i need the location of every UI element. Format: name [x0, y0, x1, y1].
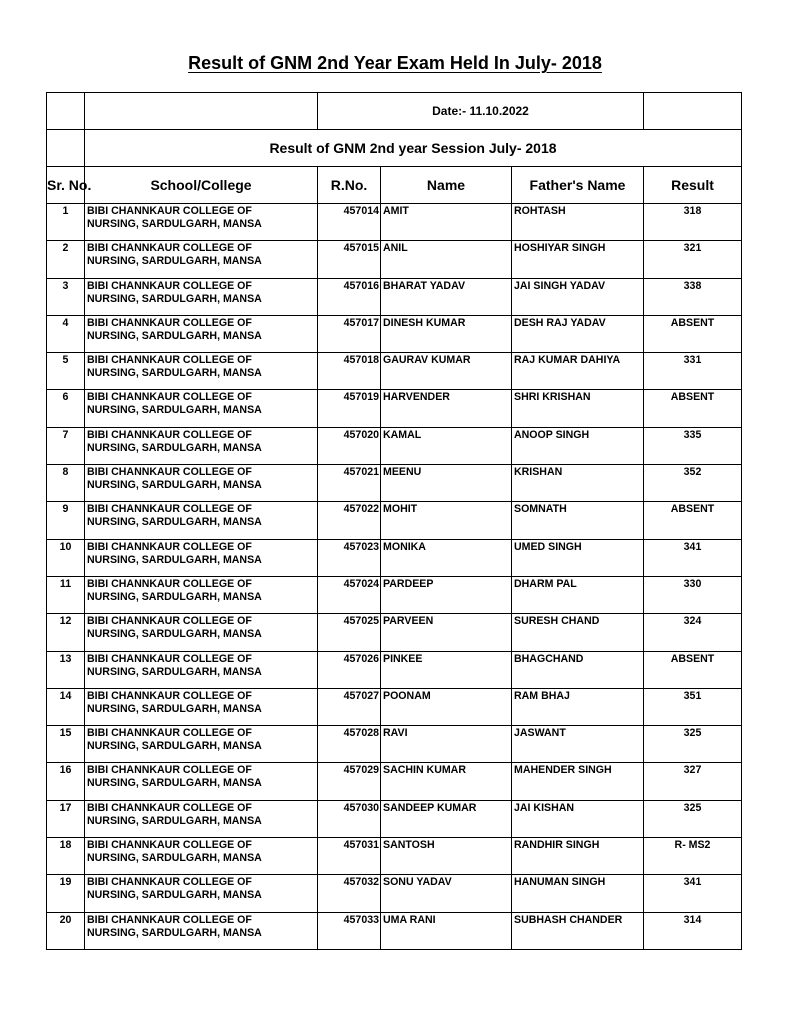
- cell-father: SUBHASH CHANDER: [512, 912, 644, 949]
- school-line-1: BIBI CHANNKAUR COLLEGE OF: [87, 577, 252, 590]
- cell-sr: 9: [47, 502, 85, 539]
- cell-result: ABSENT: [644, 390, 742, 427]
- cell-sr: 6: [47, 390, 85, 427]
- cell-father: MAHENDER SINGH: [512, 763, 644, 800]
- blank-cell: [47, 130, 85, 167]
- cell-father: BHAGCHAND: [512, 651, 644, 688]
- cell-rno: 457020: [318, 427, 381, 464]
- cell-sr: 2: [47, 241, 85, 278]
- header-rno: R.No.: [318, 167, 381, 204]
- cell-name: SACHIN KUMAR: [381, 763, 512, 800]
- school-line-1: BIBI CHANNKAUR COLLEGE OF: [87, 540, 252, 553]
- cell-father: ANOOP SINGH: [512, 427, 644, 464]
- cell-school: [85, 912, 318, 949]
- cell-name: GAURAV KUMAR: [381, 353, 512, 390]
- cell-result: 325: [644, 800, 742, 837]
- cell-result: 330: [644, 576, 742, 613]
- cell-name: MEENU: [381, 465, 512, 502]
- cell-school: [85, 502, 318, 539]
- date-row: [47, 93, 742, 130]
- school-line-2: NURSING, SARDULGARH, MANSA: [87, 814, 262, 827]
- cell-result: 331: [644, 353, 742, 390]
- table-row: [47, 465, 742, 502]
- table-row: [47, 912, 742, 949]
- cell-father: HANUMAN SINGH: [512, 875, 644, 912]
- cell-sr: 14: [47, 688, 85, 725]
- cell-name: BHARAT YADAV: [381, 278, 512, 315]
- table-row: [47, 278, 742, 315]
- school-line-1: BIBI CHANNKAUR COLLEGE OF: [87, 316, 252, 329]
- cell-father: JAI SINGH YADAV: [512, 278, 644, 315]
- school-line-1: BIBI CHANNKAUR COLLEGE OF: [87, 652, 252, 665]
- cell-rno: 457033: [318, 912, 381, 949]
- cell-sr: 16: [47, 763, 85, 800]
- cell-result: 351: [644, 688, 742, 725]
- school-line-2: NURSING, SARDULGARH, MANSA: [87, 665, 262, 678]
- table-row: [47, 353, 742, 390]
- school-line-2: NURSING, SARDULGARH, MANSA: [87, 702, 262, 715]
- cell-rno: 457030: [318, 800, 381, 837]
- cell-school: [85, 688, 318, 725]
- blank-cell: [47, 93, 85, 130]
- table-row: [47, 651, 742, 688]
- cell-sr: 3: [47, 278, 85, 315]
- school-line-2: NURSING, SARDULGARH, MANSA: [87, 329, 262, 342]
- cell-result: 335: [644, 427, 742, 464]
- page-title: Result of GNM 2nd Year Exam Held In July- 2018: [188, 53, 602, 73]
- cell-result: 321: [644, 241, 742, 278]
- header-sr: Sr. No.: [47, 167, 85, 204]
- table-row: [47, 576, 742, 613]
- cell-name: ANIL: [381, 241, 512, 278]
- cell-school: [85, 651, 318, 688]
- cell-school: [85, 241, 318, 278]
- result-table: [46, 92, 742, 950]
- school-line-2: NURSING, SARDULGARH, MANSA: [87, 441, 262, 454]
- cell-school: [85, 465, 318, 502]
- cell-result: 325: [644, 726, 742, 763]
- school-line-1: BIBI CHANNKAUR COLLEGE OF: [87, 689, 252, 702]
- cell-name: SONU YADAV: [381, 875, 512, 912]
- cell-rno: 457017: [318, 315, 381, 352]
- school-line-2: NURSING, SARDULGARH, MANSA: [87, 777, 262, 790]
- cell-result: 341: [644, 539, 742, 576]
- cell-name: DINESH KUMAR: [381, 315, 512, 352]
- cell-school: [85, 614, 318, 651]
- school-line-2: NURSING, SARDULGARH, MANSA: [87, 292, 262, 305]
- school-line-2: NURSING, SARDULGARH, MANSA: [87, 218, 262, 230]
- cell-rno: 457025: [318, 614, 381, 651]
- school-line-2: NURSING, SARDULGARH, MANSA: [87, 553, 262, 566]
- school-line-2: NURSING, SARDULGARH, MANSA: [87, 628, 262, 641]
- cell-name: UMA RANI: [381, 912, 512, 949]
- cell-result: ABSENT: [644, 651, 742, 688]
- cell-sr: 18: [47, 838, 85, 875]
- cell-rno: 457018: [318, 353, 381, 390]
- school-line-2: NURSING, SARDULGARH, MANSA: [87, 255, 262, 268]
- cell-rno: 457027: [318, 688, 381, 725]
- school-line-2: NURSING, SARDULGARH, MANSA: [87, 516, 262, 529]
- school-line-1: BIBI CHANNKAUR COLLEGE OF: [87, 764, 252, 777]
- cell-sr: 13: [47, 651, 85, 688]
- table-row: [47, 204, 742, 241]
- cell-name: PINKEE: [381, 651, 512, 688]
- header-row: [47, 167, 742, 204]
- cell-sr: 17: [47, 800, 85, 837]
- cell-father: JASWANT: [512, 726, 644, 763]
- cell-rno: 457016: [318, 278, 381, 315]
- cell-father: JAI KISHAN: [512, 800, 644, 837]
- school-line-1: BIBI CHANNKAUR COLLEGE OF: [87, 428, 252, 441]
- cell-father: SURESH CHAND: [512, 614, 644, 651]
- school-line-1: BIBI CHANNKAUR COLLEGE OF: [87, 466, 252, 479]
- cell-name: HARVENDER: [381, 390, 512, 427]
- cell-father: DHARM PAL: [512, 576, 644, 613]
- cell-rno: 457023: [318, 539, 381, 576]
- school-line-1: BIBI CHANNKAUR COLLEGE OF: [87, 503, 252, 516]
- cell-sr: 12: [47, 614, 85, 651]
- blank-cell: [85, 93, 318, 130]
- table-row: [47, 427, 742, 464]
- cell-name: PARVEEN: [381, 614, 512, 651]
- cell-rno: 457019: [318, 390, 381, 427]
- session-row: [47, 130, 742, 167]
- cell-school: [85, 763, 318, 800]
- school-line-2: NURSING, SARDULGARH, MANSA: [87, 889, 262, 902]
- cell-name: PARDEEP: [381, 576, 512, 613]
- header-result: Result: [644, 167, 742, 204]
- cell-name: MONIKA: [381, 539, 512, 576]
- cell-rno: 457022: [318, 502, 381, 539]
- cell-rno: 457026: [318, 651, 381, 688]
- cell-school: [85, 353, 318, 390]
- cell-father: UMED SINGH: [512, 539, 644, 576]
- table-row: [47, 241, 742, 278]
- school-line-1: BIBI CHANNKAUR COLLEGE OF: [87, 876, 252, 889]
- school-line-2: NURSING, SARDULGARH, MANSA: [87, 367, 262, 380]
- cell-rno: 457028: [318, 726, 381, 763]
- cell-father: KRISHAN: [512, 465, 644, 502]
- school-line-1: BIBI CHANNKAUR COLLEGE OF: [87, 391, 252, 404]
- cell-rno: 457032: [318, 875, 381, 912]
- cell-rno: 457021: [318, 465, 381, 502]
- cell-father: SHRI KRISHAN: [512, 390, 644, 427]
- cell-father: RAM BHAJ: [512, 688, 644, 725]
- cell-rno: 457024: [318, 576, 381, 613]
- cell-sr: 7: [47, 427, 85, 464]
- school-line-1: BIBI CHANNKAUR COLLEGE OF: [87, 354, 252, 367]
- cell-result: 327: [644, 763, 742, 800]
- cell-school: [85, 278, 318, 315]
- school-line-2: NURSING, SARDULGARH, MANSA: [87, 852, 262, 865]
- cell-father: SOMNATH: [512, 502, 644, 539]
- cell-name: SANTOSH: [381, 838, 512, 875]
- table-row: [47, 688, 742, 725]
- school-line-2: NURSING, SARDULGARH, MANSA: [87, 740, 262, 753]
- cell-school: [85, 838, 318, 875]
- cell-sr: 20: [47, 912, 85, 949]
- cell-father: RANDHIR SINGH: [512, 838, 644, 875]
- cell-rno: 457014: [318, 204, 381, 241]
- cell-school: [85, 315, 318, 352]
- cell-sr: 11: [47, 576, 85, 613]
- table-row: [47, 763, 742, 800]
- cell-name: KAMAL: [381, 427, 512, 464]
- school-line-1: BIBI CHANNKAUR COLLEGE OF: [87, 801, 252, 814]
- school-line-1: BIBI CHANNKAUR COLLEGE OF: [87, 242, 252, 255]
- school-line-1: BIBI CHANNKAUR COLLEGE OF: [87, 839, 252, 852]
- cell-father: ROHTASH: [512, 204, 644, 241]
- school-line-1: BIBI CHANNKAUR COLLEGE OF: [87, 615, 252, 628]
- cell-school: [85, 726, 318, 763]
- cell-sr: 1: [47, 204, 85, 241]
- school-line-1: BIBI CHANNKAUR COLLEGE OF: [87, 727, 252, 740]
- cell-result: ABSENT: [644, 315, 742, 352]
- cell-school: [85, 204, 318, 241]
- table-row: [47, 539, 742, 576]
- cell-name: RAVI: [381, 726, 512, 763]
- cell-school: [85, 576, 318, 613]
- school-line-1: BIBI CHANNKAUR COLLEGE OF: [87, 913, 252, 926]
- blank-cell: [644, 93, 742, 130]
- header-father: Father's Name: [512, 167, 644, 204]
- cell-school: [85, 875, 318, 912]
- cell-school: [85, 800, 318, 837]
- cell-sr: 19: [47, 875, 85, 912]
- table-row: [47, 800, 742, 837]
- table-row: [47, 726, 742, 763]
- table-row: [47, 502, 742, 539]
- date-label: Date:- 11.10.2022: [318, 93, 644, 130]
- cell-result: 324: [644, 614, 742, 651]
- cell-result: R- MS2: [644, 838, 742, 875]
- cell-result: ABSENT: [644, 502, 742, 539]
- header-school: School/College: [85, 167, 318, 204]
- table-row: [47, 614, 742, 651]
- school-line-1: BIBI CHANNKAUR COLLEGE OF: [87, 205, 252, 217]
- cell-school: [85, 539, 318, 576]
- cell-school: [85, 390, 318, 427]
- cell-name: POONAM: [381, 688, 512, 725]
- header-name: Name: [381, 167, 512, 204]
- cell-name: SANDEEP KUMAR: [381, 800, 512, 837]
- cell-sr: 4: [47, 315, 85, 352]
- school-line-1: BIBI CHANNKAUR COLLEGE OF: [87, 279, 252, 292]
- cell-result: 314: [644, 912, 742, 949]
- table-row: [47, 875, 742, 912]
- cell-sr: 10: [47, 539, 85, 576]
- table-row: [47, 390, 742, 427]
- cell-name: AMIT: [381, 204, 512, 241]
- school-line-2: NURSING, SARDULGARH, MANSA: [87, 404, 262, 417]
- school-line-2: NURSING, SARDULGARH, MANSA: [87, 590, 262, 603]
- school-line-2: NURSING, SARDULGARH, MANSA: [87, 479, 262, 492]
- cell-school: [85, 427, 318, 464]
- cell-result: 318: [644, 204, 742, 241]
- cell-father: DESH RAJ YADAV: [512, 315, 644, 352]
- table-row: [47, 838, 742, 875]
- session-label: Result of GNM 2nd year Session July- 2018: [85, 130, 742, 167]
- cell-father: HOSHIYAR SINGH: [512, 241, 644, 278]
- cell-rno: 457015: [318, 241, 381, 278]
- cell-sr: 8: [47, 465, 85, 502]
- cell-name: MOHIT: [381, 502, 512, 539]
- cell-father: RAJ KUMAR DAHIYA: [512, 353, 644, 390]
- cell-result: 338: [644, 278, 742, 315]
- school-line-2: NURSING, SARDULGARH, MANSA: [87, 926, 262, 939]
- table-row: [47, 315, 742, 352]
- cell-rno: 457031: [318, 838, 381, 875]
- cell-sr: 5: [47, 353, 85, 390]
- cell-result: 341: [644, 875, 742, 912]
- cell-sr: 15: [47, 726, 85, 763]
- cell-rno: 457029: [318, 763, 381, 800]
- cell-result: 352: [644, 465, 742, 502]
